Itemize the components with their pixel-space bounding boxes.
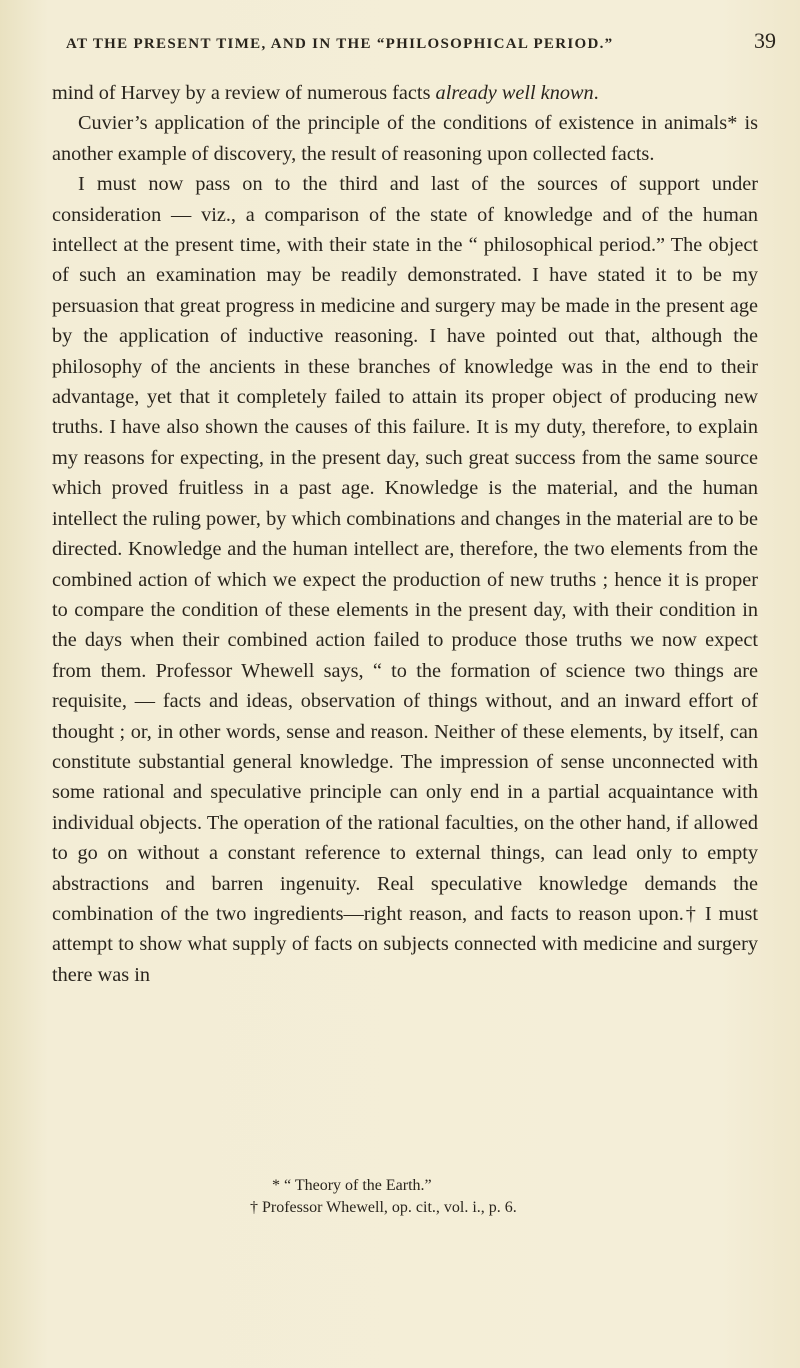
emphasized-text: already well known bbox=[435, 82, 594, 104]
footnote: * “ Theory of the Earth.” bbox=[272, 1177, 432, 1194]
paragraph: Cuvier’s application of the principle of the conditions of existence in animals* is another example of discovery, the result of reasoning upon collected facts. bbox=[52, 112, 758, 165]
running-head bbox=[66, 28, 776, 54]
footnote: † Professor Whewell, op. cit., vol. i., p. 6. bbox=[250, 1199, 517, 1216]
paragraph-text: . bbox=[593, 82, 599, 104]
paragraph-continuation bbox=[52, 78, 758, 108]
footnotes bbox=[0, 1175, 800, 1219]
page-number: 39 bbox=[754, 28, 776, 53]
running-title: AT THE PRESENT TIME, AND IN THE “PHILOSOPHICAL PERIOD.” bbox=[66, 36, 614, 52]
paragraph-text: mind of Harvey by a review of numerous facts bbox=[52, 82, 436, 104]
paragraph: I must now pass on to the third and last of the sources of support under consideration — viz., a comparison of the state of knowledge and of the human intellect at the present time, with their state in the “ philosophical period.” The object of such an examination may be readily demonstrated. I have stated it to be my persuasion that great progress in medicine and surgery may be made in the present age by the application of inductive reasoning. I have pointed out that, although the philosophy of the ancients in these branches of knowledge was in the end to their advantage, yet that it completely failed to attain its proper object of producing new truths. I have also shown the causes of this failure. It is my duty, therefore, to explain my reasons for expecting, in the present day, such great success from the same source which proved fruitless in a past age. Knowledge is the material, and the human intellect the ruling power, by which combinations and changes in the material are to be directed. Knowledge and the human intellect are, therefore, the two elements from the combined action of which we expect the production of new truths ; hence it is proper to compare the condition of these elements in the present day, with their condition in the days when their combined action failed to produce those truths we now expect from them. Professor Whewell says, “ to the formation of science two things are requisite, — facts and ideas, observation of things without, and an inward effort of thought ; or, in other words, sense and reason. Neither of these elements, by itself, can constitute substantial general knowledge. The impression of sense unconnected with some rational and speculative principle can only end in a partial acquaintance with individual objects. The operation of the rational faculties, on the other hand, if allowed to go on without a constant reference to external things, can lead only to empty abstractions and barren ingenuity. Real speculative knowledge demands the combination of the two ingredients—right reason, and facts to reason upon.† I must attempt to show what supply of facts on subjects connected with medicine and surgery there was in bbox=[52, 173, 758, 986]
body-text bbox=[52, 78, 758, 990]
